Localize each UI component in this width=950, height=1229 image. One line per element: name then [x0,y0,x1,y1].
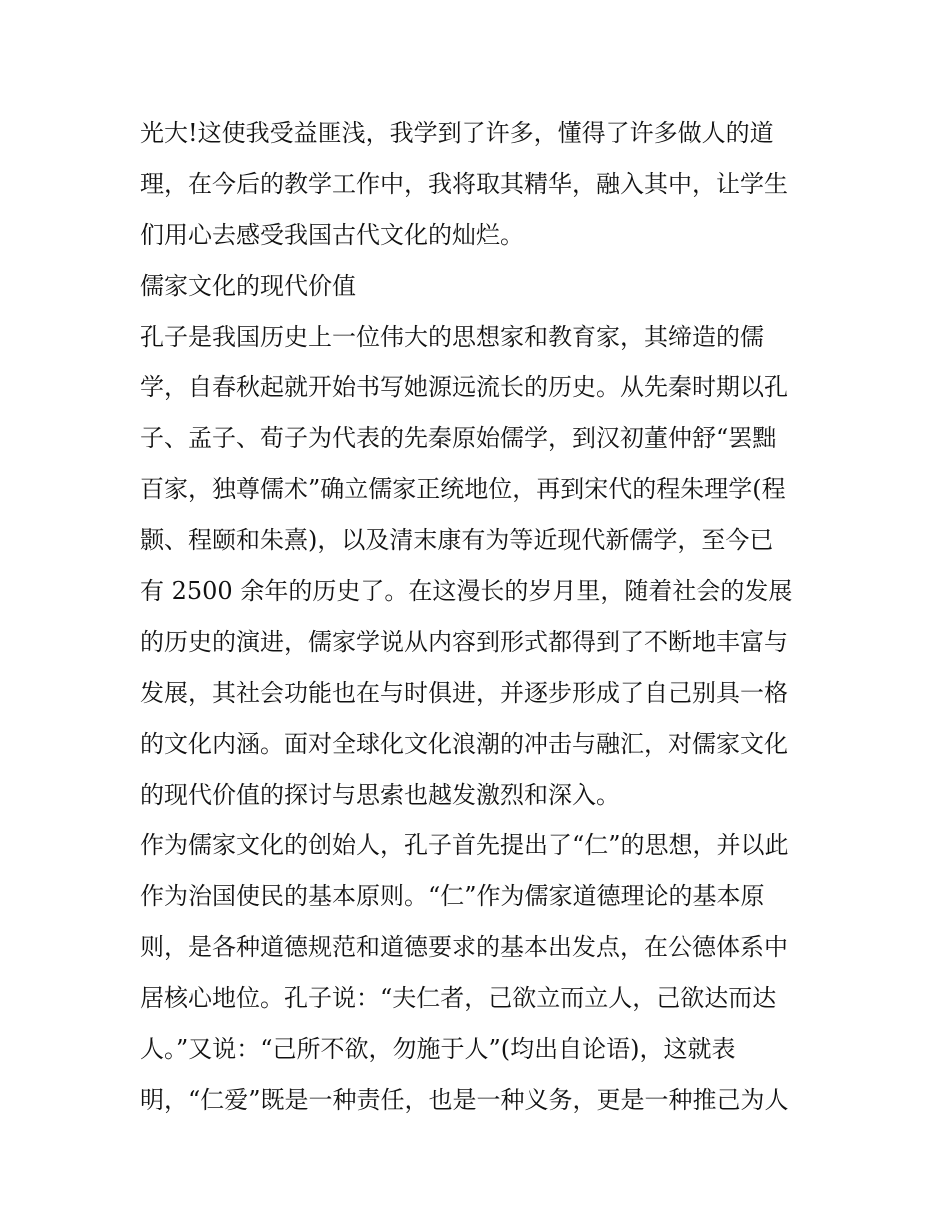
document-body [140,108,820,1126]
text-line: 颢、程颐和朱熹)，以及清末康有为等近现代新儒学，至今已 [140,526,774,555]
text-line: 孔子是我国历史上一位伟大的思想家和教育家，其缔造的儒 [140,322,764,351]
section-heading: 儒家文化的现代价值 [140,271,356,300]
text-line: 作为治国使民的基本原则。“仁”作为儒家道德理论的基本原 [140,882,765,911]
text-line: 明，“仁爱”既是一种责任，也是一种义务，更是一种推己为人 [140,1085,789,1114]
text-line: 学，自春秋起就开始书写她源远流长的历史。从先秦时期以孔 [140,373,788,402]
text-line: 作为儒家文化的创始人，孔子首先提出了“仁”的思想，并以此 [140,831,789,860]
text-line: 理，在今后的教学工作中，我将取其精华，融入其中，让学生 [140,169,788,198]
text-line: 的历史的演进，儒家学说从内容到形式都得到了不断地丰富与 [140,627,788,656]
text-line: 的文化内涵。面对全球化文化浪潮的冲击与融汇，对儒家文化 [140,729,788,758]
text-line: 发展，其社会功能也在与时俱进，并逐步形成了自己别具一格 [140,678,788,707]
text-line: 有 2500 余年的历史了。在这漫长的岁月里，随着社会的发展 [140,577,793,606]
text-line: 居核心地位。孔子说：“夫仁者，己欲立而立人，己欲达而达 [140,984,777,1013]
text-line: 们用心去感受我国古代文化的灿烂。 [140,220,524,249]
text-line: 子、孟子、荀子为代表的先秦原始儒学，到汉初董仲舒“罢黜 [140,424,777,453]
text-line: 的现代价值的探讨与思索也越发激烈和深入。 [140,780,620,809]
text-line: 百家，独尊儒术”确立儒家正统地位，再到宋代的程朱理学(程 [140,475,786,504]
text-line: 则，是各种道德规范和道德要求的基本出发点，在公德体系中 [140,933,788,962]
text-line: 光大!这使我受益匪浅，我学到了许多，懂得了许多做人的道 [140,119,774,147]
text-line: 人。”又说：“己所不欲，勿施于人”(均出自论语)，这就表 [140,1035,736,1064]
